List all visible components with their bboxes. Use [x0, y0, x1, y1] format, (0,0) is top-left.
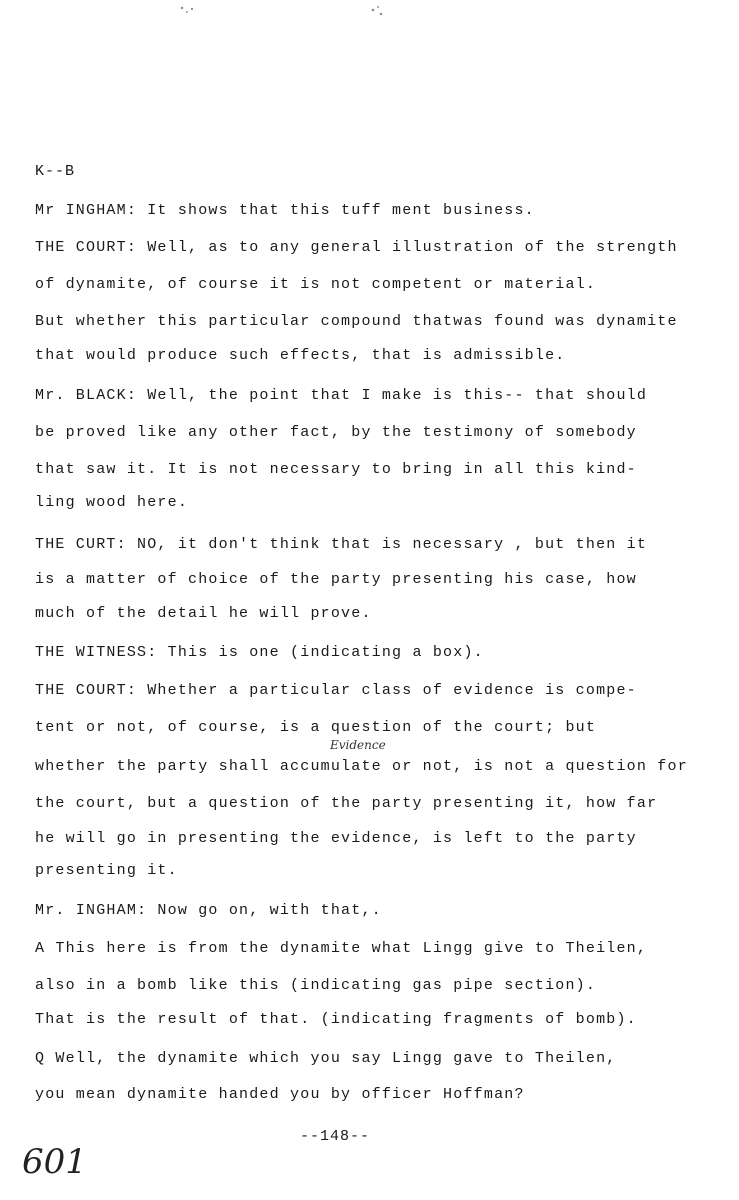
transcript-line: of dynamite, of course it is not competent or material. — [35, 276, 597, 293]
transcript-line: Mr. BLACK: Well, the point that I make is this-- that should — [35, 387, 648, 404]
transcript-line: he will go in presenting the evidence, is left to the party — [35, 830, 637, 847]
paper-smudge-icon — [178, 4, 196, 18]
transcript-line: A This here is from the dynamite what Lingg give to Theilen, — [35, 940, 648, 957]
transcript-line: presenting it. — [35, 862, 178, 879]
transcript-line: THE COURT: Well, as to any general illustration of the strength — [35, 239, 678, 256]
transcript-line: tent or not, of course, is a question of the court; but — [35, 719, 597, 736]
transcript-line: THE WITNESS: This is one (indicating a box). — [35, 644, 484, 661]
transcript-line: that would produce such effects, that is admissible. — [35, 347, 566, 364]
transcript-line: Q Well, the dynamite which you say Lingg gave to Theilen, — [35, 1050, 617, 1067]
transcript-line: Mr INGHAM: It shows that this tuff ment business. — [35, 202, 535, 219]
transcript-line: ling wood here. — [35, 494, 189, 511]
handwritten-page-number: 601 — [22, 1142, 87, 1182]
transcript-line: much of the detail he will prove. — [35, 605, 372, 622]
page-number: --148-- — [300, 1128, 371, 1145]
transcript-line: that saw it. It is not necessary to bring in all this kind- — [35, 461, 637, 478]
transcript-line: That is the result of that. (indicating fragments of bomb). — [35, 1011, 637, 1028]
transcript-line: But whether this particular compound thatwas found was dynamite — [35, 313, 678, 330]
transcript-line: THE CURT: NO, it don't think that is necessary , but then it — [35, 536, 648, 553]
transcript-line: is a matter of choice of the party presenting his case, how — [35, 571, 637, 588]
transcript-line: Mr. INGHAM: Now go on, with that,. — [35, 902, 382, 919]
transcript-line: also in a bomb like this (indicating gas pipe section). — [35, 977, 597, 994]
page-header-code: K--B — [35, 163, 76, 180]
handwritten-insertion: Evidence — [330, 738, 386, 752]
transcript-line: whether the party shall accumulate or not, is not a question for — [35, 758, 688, 775]
transcript-line: the court, but a question of the party presenting it, how far — [35, 795, 658, 812]
transcript-line: be proved like any other fact, by the testimony of somebody — [35, 424, 637, 441]
paper-smudge-icon — [368, 4, 386, 18]
transcript-line: THE COURT: Whether a particular class of evidence is compe- — [35, 682, 637, 699]
transcript-line: you mean dynamite handed you by officer Hoffman? — [35, 1086, 525, 1103]
